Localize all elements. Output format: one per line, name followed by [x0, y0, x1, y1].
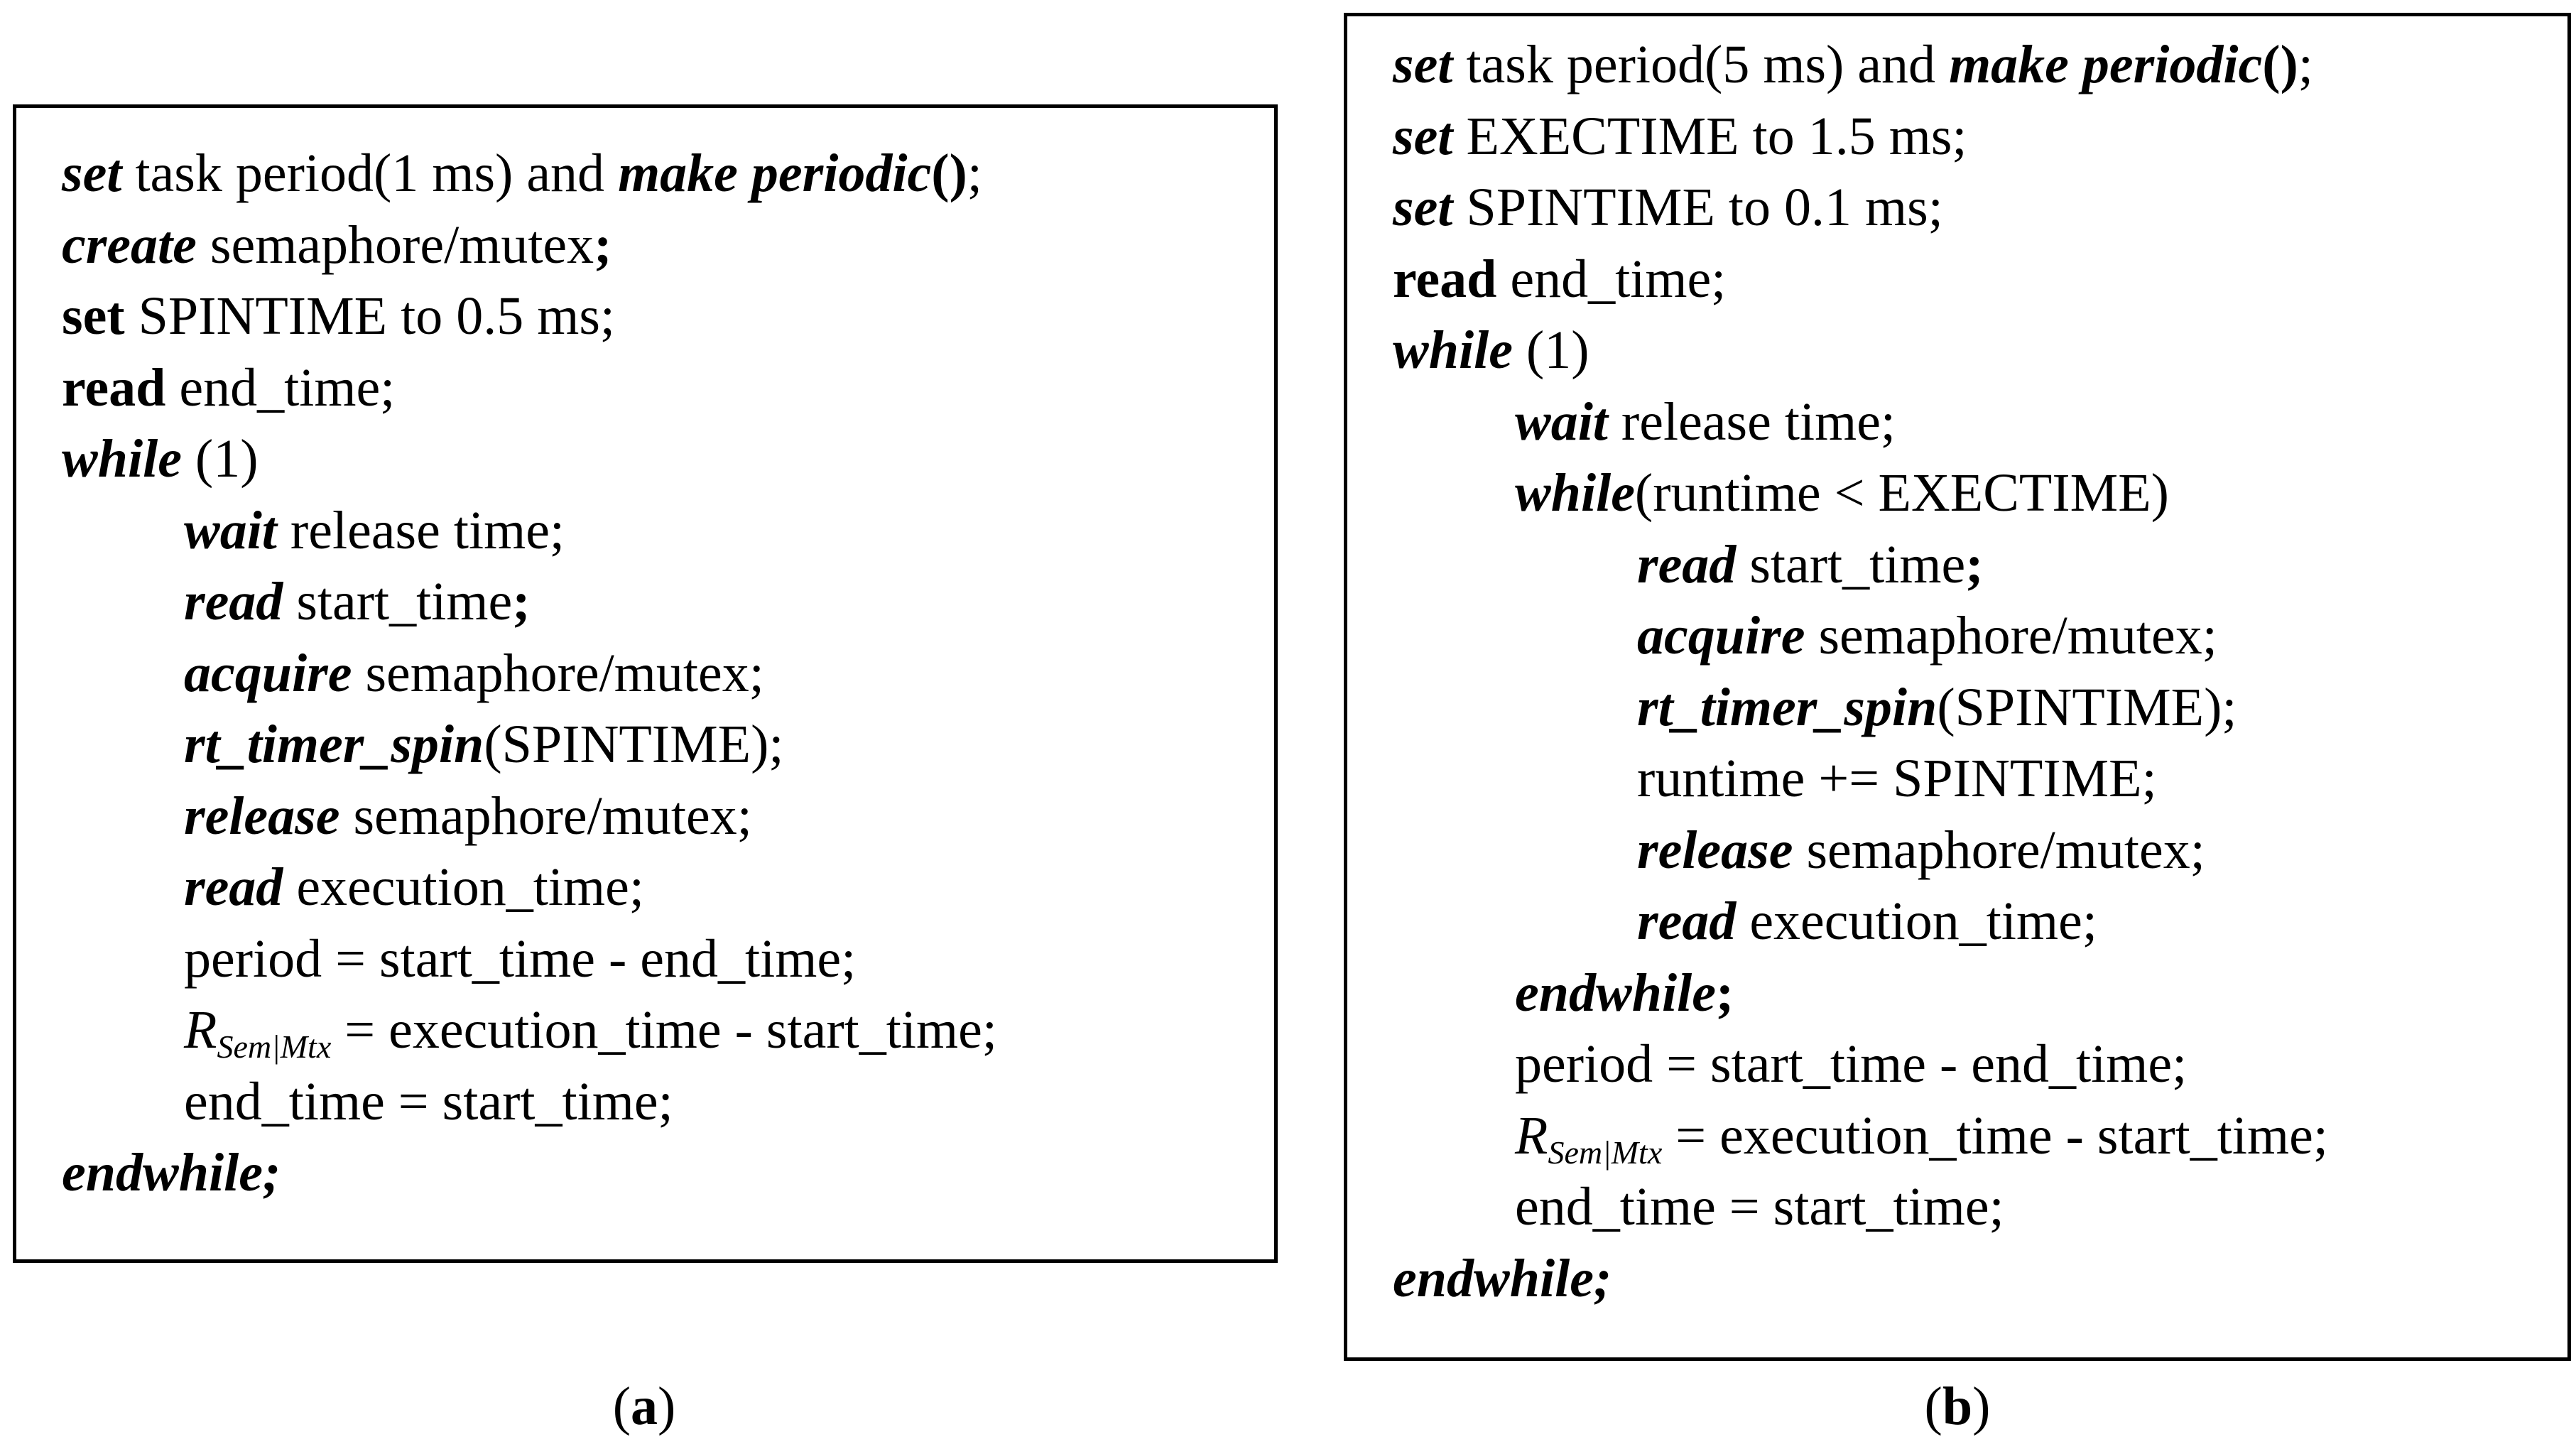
code-keyword: release — [1637, 820, 1793, 880]
code-text: release time; — [1607, 391, 1896, 452]
code-keyword: while — [62, 429, 182, 489]
code-line — [1393, 529, 2328, 601]
code-line — [1393, 743, 2328, 815]
code-keyword: acquire — [184, 643, 352, 703]
code-line — [1393, 886, 2328, 957]
code-line — [62, 781, 997, 852]
caption-b-close: ) — [1972, 1377, 1991, 1436]
code-keyword: () — [2262, 35, 2298, 94]
code-text: = execution_time - start_time; — [1662, 1105, 2328, 1166]
code-keyword: acquire — [1637, 606, 1805, 666]
code-keyword: ; — [1965, 534, 1984, 595]
code-keyword: ; — [512, 572, 531, 631]
code-keyword: set — [1393, 178, 1453, 237]
code-text: ; — [2298, 35, 2313, 94]
code-text: end_time = start_time; — [1515, 1177, 2004, 1237]
code-line — [1393, 1029, 2328, 1100]
code-text: end_time = start_time; — [184, 1071, 673, 1131]
code-text: (runtime < EXECTIME) — [1634, 463, 2169, 523]
code-line — [62, 138, 997, 210]
code-keyword: rt_timer_spin — [184, 715, 484, 774]
code-keyword: release — [184, 786, 340, 846]
code-line — [62, 994, 997, 1066]
code-text: release time; — [276, 500, 565, 560]
code-keyword: read — [1637, 891, 1737, 951]
code-keyword: while — [1393, 320, 1513, 380]
caption-a-close: ) — [658, 1377, 676, 1436]
code-line — [62, 709, 997, 781]
code-line — [62, 1066, 997, 1138]
code-line — [1393, 815, 2328, 886]
code-keyword: endwhile — [1515, 962, 1716, 1023]
code-keyword: make periodic — [618, 143, 932, 203]
caption-b-open: ( — [1924, 1377, 1942, 1436]
code-text: execution_time; — [1736, 891, 2097, 951]
code-text: SPINTIME to 0.5 ms; — [124, 286, 616, 346]
code-text: execution_time; — [283, 857, 644, 917]
code-line — [1393, 1100, 2328, 1172]
code-keyword: endwhile; — [1393, 1248, 1612, 1308]
code-panel-a — [13, 104, 1278, 1263]
code-text: end_time; — [165, 357, 396, 418]
code-text: R — [1515, 1105, 1548, 1166]
code-keyword: read — [184, 857, 283, 917]
code-keyword: endwhile; — [62, 1143, 281, 1203]
code-text: semaphore/mutex; — [1805, 606, 2217, 666]
code-text: semaphore/mutex; — [1793, 820, 2205, 880]
code-line — [62, 923, 997, 995]
code-text: = execution_time - start_time; — [331, 1000, 997, 1060]
code-line — [62, 210, 997, 281]
code-keyword: wait — [184, 500, 277, 560]
code-line — [1393, 1171, 2328, 1243]
code-line — [1393, 1243, 2328, 1315]
code-text: semaphore/mutex; — [352, 643, 764, 703]
code-keyword: make periodic — [1949, 35, 2263, 94]
code-line — [1393, 172, 2328, 244]
code-line — [62, 423, 997, 495]
code-line — [62, 638, 997, 710]
code-text: (SPINTIME); — [484, 715, 784, 774]
code-text: semaphore/mutex; — [339, 786, 752, 846]
code-line — [62, 495, 997, 567]
code-text: (1) — [1512, 320, 1589, 380]
pseudocode-a — [62, 138, 997, 1209]
code-line — [1393, 957, 2328, 1029]
caption-a-letter: a — [631, 1377, 658, 1436]
code-text: semaphore/mutex — [196, 215, 594, 275]
code-text: start_time — [1736, 534, 1966, 595]
code-keyword: read — [62, 357, 166, 418]
code-keyword: ; — [1715, 962, 1734, 1023]
code-text: start_time — [283, 572, 513, 631]
code-text: task period(5 ms) and — [1452, 35, 1950, 94]
code-keyword: read — [184, 572, 283, 631]
code-text: SPINTIME to 0.1 ms; — [1452, 178, 1943, 237]
caption-b — [1886, 1374, 2028, 1438]
code-line — [1393, 600, 2328, 672]
caption-a — [573, 1374, 715, 1438]
code-keyword: rt_timer_spin — [1637, 677, 1938, 737]
code-line — [62, 852, 997, 923]
code-text: period = start_time - end_time; — [1515, 1034, 2188, 1094]
code-keyword: wait — [1515, 391, 1608, 452]
code-line — [1393, 457, 2328, 529]
code-keyword: read — [1637, 534, 1737, 595]
code-keyword: () — [931, 143, 967, 203]
pseudocode-b — [1393, 29, 2328, 1314]
code-text: period = start_time - end_time; — [184, 928, 857, 989]
code-text: (1) — [181, 429, 259, 489]
code-line — [1393, 244, 2328, 315]
code-line — [62, 1137, 997, 1209]
code-text: end_time; — [1496, 249, 1727, 309]
code-panel-b — [1344, 13, 2571, 1361]
code-text: Sem|Mtx — [1548, 1134, 1663, 1171]
code-keyword: create — [62, 215, 197, 275]
code-text: ; — [967, 143, 982, 203]
code-keyword: set — [62, 143, 122, 203]
code-keyword: set — [1393, 106, 1453, 166]
code-line — [62, 352, 997, 424]
code-text: (SPINTIME); — [1937, 677, 2237, 737]
code-keyword: ; — [594, 215, 612, 275]
code-line — [62, 281, 997, 352]
code-text: EXECTIME to 1.5 ms; — [1452, 106, 1967, 166]
caption-a-open: ( — [612, 1377, 631, 1436]
code-text: task period(1 ms) and — [121, 143, 619, 203]
code-line — [1393, 29, 2328, 101]
code-text: Sem|Mtx — [217, 1029, 332, 1065]
code-text: runtime += SPINTIME; — [1637, 749, 2157, 808]
code-text: R — [184, 1000, 217, 1060]
code-line — [1393, 386, 2328, 458]
code-keyword: while — [1515, 463, 1635, 523]
code-line — [62, 566, 997, 638]
caption-b-letter: b — [1942, 1377, 1973, 1436]
code-line — [1393, 672, 2328, 744]
code-keyword: set — [62, 286, 125, 346]
code-line — [1393, 315, 2328, 386]
code-keyword: read — [1393, 249, 1497, 309]
code-keyword: set — [1393, 35, 1453, 94]
code-line — [1393, 101, 2328, 173]
